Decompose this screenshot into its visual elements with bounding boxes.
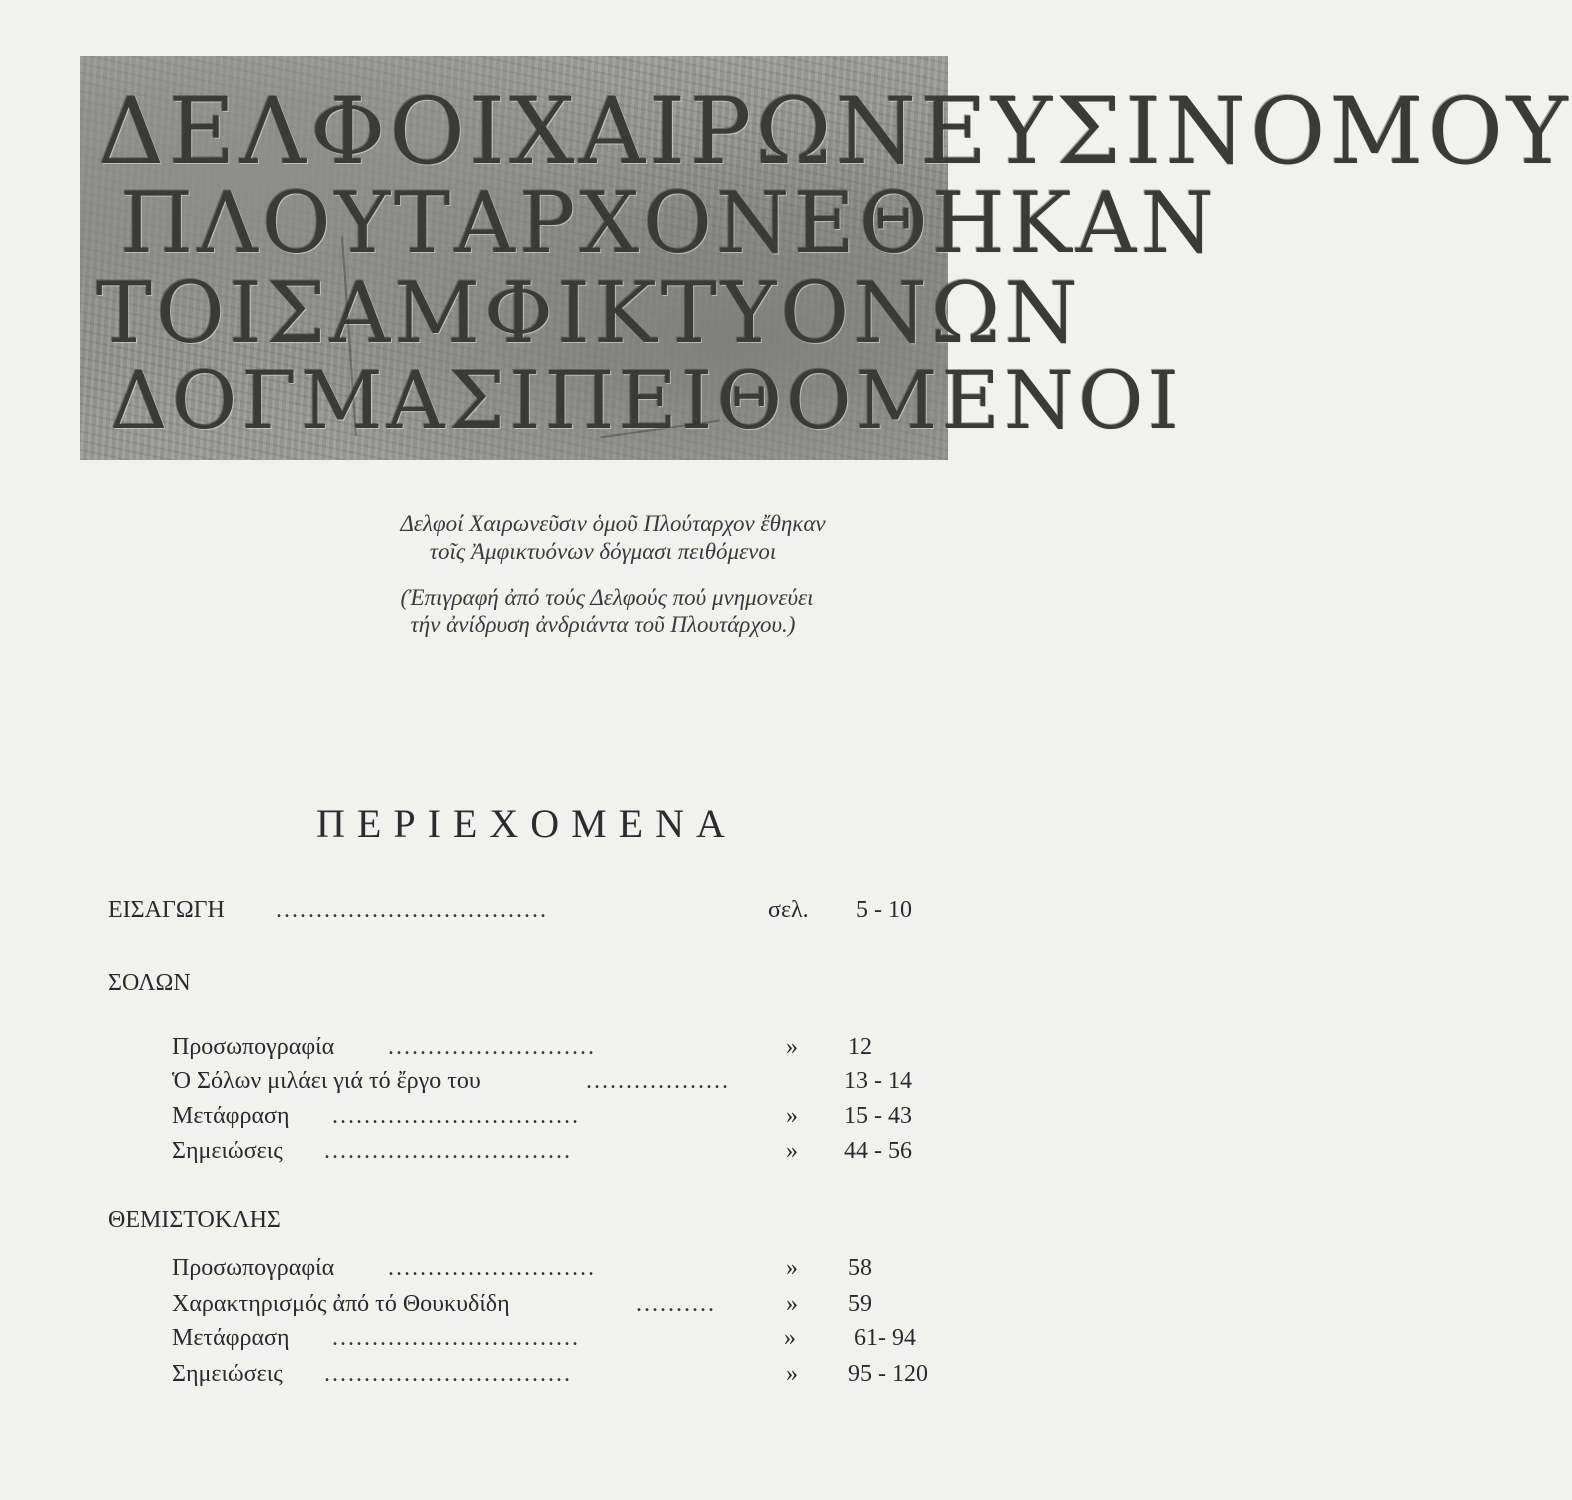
contents-title: ΠΕΡΙΕΧΟΜΕΝΑ: [316, 801, 737, 846]
caption-line-1: Δελφοί Χαιρωνεῦσιν ὁμοῦ Πλούταρχον ἔθηκαν: [400, 511, 826, 536]
leader-dots: ..........................: [388, 1034, 596, 1060]
inscription-line-1: ΔΕΛΦΟΙΧΑΙΡΩΝΕΥΣΙΝΟΜΟΥ: [98, 78, 1572, 185]
section-heading-solon: ΣΟΛΩΝ: [108, 970, 191, 996]
leader-dots: ..................................: [276, 897, 548, 923]
toc-entry-pages: 44 - 56: [844, 1138, 912, 1164]
section-heading-themistokles: ΘΕΜΙΣΤΟΚΛΗΣ: [108, 1207, 281, 1233]
ditto-mark: »: [786, 1034, 798, 1060]
ditto-mark: »: [786, 1291, 798, 1317]
toc-entry[interactable]: [172, 1359, 962, 1389]
toc-entry-label: Σημειώσεις: [172, 1361, 283, 1387]
toc-entry-label: Μετάφραση: [172, 1325, 290, 1351]
toc-entry-pages: 95 - 120: [848, 1361, 928, 1387]
caption-line-4: τήν ἀνίδρυση ἀνδριάντα τοῦ Πλουτάρχου.): [410, 612, 796, 637]
ditto-mark: »: [786, 1103, 798, 1129]
toc-entry-label: Προσωπογραφία: [172, 1255, 335, 1281]
leader-dots: ...............................: [324, 1361, 572, 1387]
toc-entry-label: ΕΙΣΑΓΩΓΗ: [108, 897, 225, 923]
toc-entry-label: Προσωπογραφία: [172, 1034, 335, 1060]
toc-entry-pages: 59: [848, 1291, 872, 1317]
toc-entry-label: Σημειώσεις: [172, 1138, 283, 1164]
toc-entry-pages: 5 - 10: [856, 897, 912, 923]
inscription-photo: [80, 56, 1572, 460]
toc-entry[interactable]: [172, 1289, 962, 1319]
toc-entry-pages: 15 - 43: [844, 1103, 912, 1129]
ditto-mark: »: [786, 1138, 798, 1164]
toc-entry[interactable]: [172, 1323, 962, 1353]
caption-line-2: τοῖς Ἀμφικτυόνων δόγμασι πειθόμενοι: [429, 539, 777, 564]
leader-dots: ...............................: [324, 1138, 572, 1164]
caption-line-3: (Ἐπιγραφή ἀπό τούς Δελφούς πού μνημονεύει: [400, 585, 814, 610]
toc-entry-introduction[interactable]: [108, 895, 948, 925]
ditto-mark: »: [786, 1361, 798, 1387]
toc-entry[interactable]: [172, 1253, 962, 1283]
toc-entry-pages: 12: [848, 1034, 872, 1060]
ditto-mark: »: [784, 1325, 796, 1351]
ditto-mark: »: [786, 1255, 798, 1281]
toc-entry[interactable]: [172, 1066, 952, 1096]
toc-entry-pages: 58: [848, 1255, 872, 1281]
toc-entry[interactable]: [172, 1101, 952, 1131]
toc-entry-pages: 61- 94: [854, 1325, 916, 1351]
inscription-line-2: ΠΛΟΥΤΑΡΧΟΝΕΘΗΚΑΝ: [120, 174, 1218, 272]
page-abbrev: σελ.: [768, 897, 809, 923]
leader-dots: ...............................: [332, 1103, 580, 1129]
toc-entry-label: Ὁ Σόλων μιλάει γιά τό ἔργο του: [172, 1068, 481, 1094]
inscription-line-4: ΔΟΓΜΑΣΙΠΕΙΘΟΜΕΝΟΙ: [110, 354, 1184, 447]
leader-dots: ..................: [586, 1068, 730, 1094]
toc-entry-pages: 13 - 14: [844, 1068, 912, 1094]
toc-entry[interactable]: [172, 1136, 952, 1166]
toc-entry[interactable]: [172, 1032, 952, 1062]
inscription-line-3: ΤΟΙΣΑΜΦΙΚΤΥΟΝΩΝ: [96, 264, 1082, 362]
leader-dots: ...............................: [332, 1325, 580, 1351]
toc-entry-label: Χαρακτηρισμός ἀπό τό Θουκυδίδη: [172, 1291, 510, 1317]
toc-entry-label: Μετάφραση: [172, 1103, 290, 1129]
leader-dots: ..........................: [388, 1255, 596, 1281]
leader-dots: ..........: [636, 1291, 716, 1317]
